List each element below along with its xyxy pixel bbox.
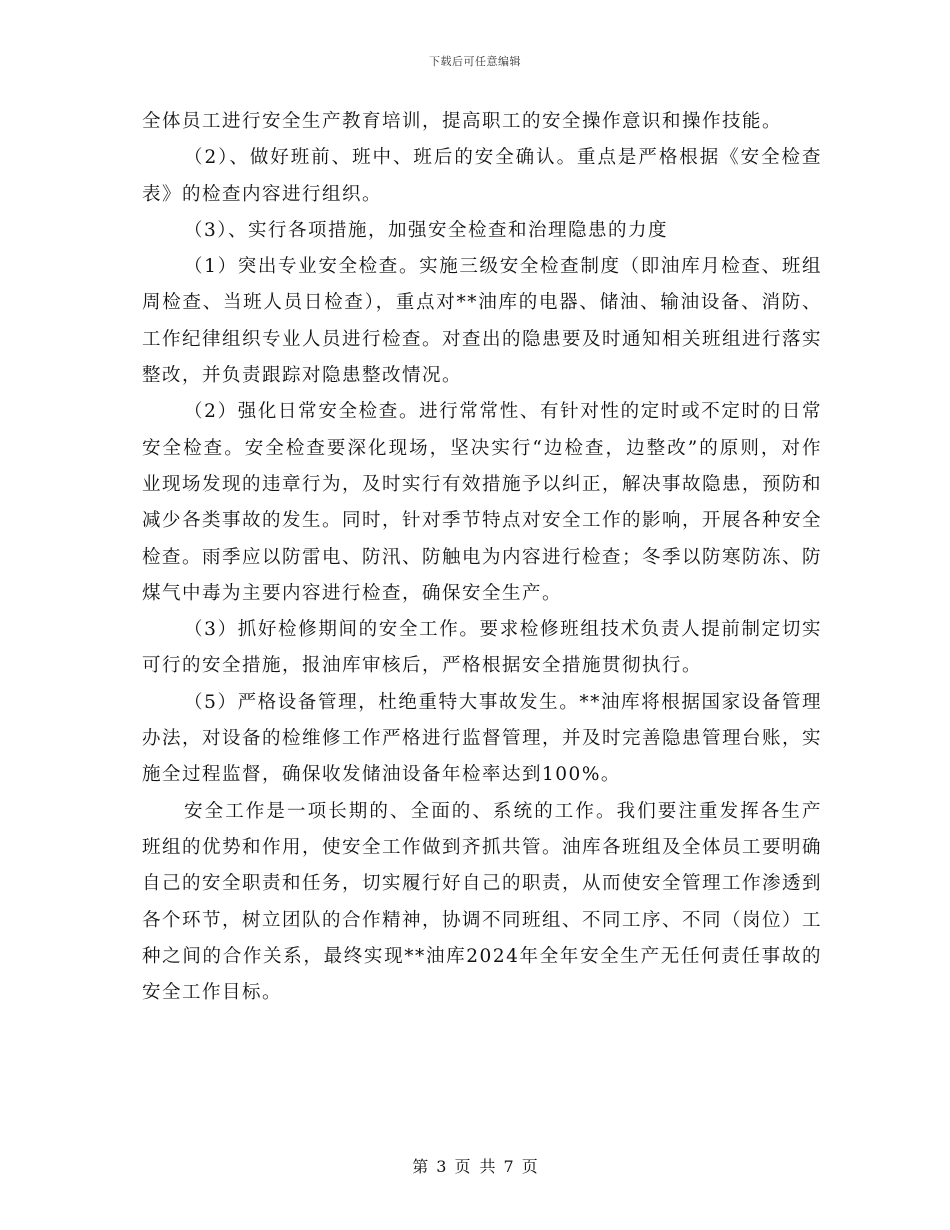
- paragraph-3: （3）、实行各项措施，加强安全检查和治理隐患的力度: [184, 219, 669, 241]
- page-footer: [0, 1154, 950, 1177]
- current-page-number: 3: [436, 1157, 447, 1176]
- paragraph-8: 安全工作是一项长期的、全面的、系统的工作。我们要注重发挥各生产班组的优势和作用，使安全工作做到齐抓共管。油库各班组及全体员工要明确自己的安全职责和任务，切实履行好自己的职责，从而使安全管理工作渗透到各个环节，树立团队的合作精神，协调不同班组、不同工序、不同（岗位）工种之间的合作关系，最终实现**油库2024年全年安全生产无任何责任事故的安全工作目标。: [142, 800, 823, 1004]
- footer-middle: 页 共: [454, 1157, 496, 1176]
- paragraph-1: 全体员工进行安全生产教育培训，提高职工的安全操作意识和操作技能。: [142, 111, 783, 132]
- footer-prefix: 第: [412, 1157, 429, 1176]
- total-page-count: 7: [503, 1157, 514, 1176]
- document-body: [142, 104, 822, 1011]
- footer-suffix: 页: [521, 1157, 538, 1176]
- paragraph-5: （2）强化日常安全检查。进行常常性、有针对性的定时或不定时的日常安全检查。安全检查要深化现场，坚决实行“边检查，边整改”的原则，对作业现场发现的违章行为，及时实行有效措施予以纠正，解决事故隐患，预防和减少各类事故的发生。同时，针对季节特点对安全工作的影响，开展各种安全检查。雨季应以防雷电、防汛、防触电为内容进行检查；冬季以防寒防冻、防煤气中毒为主要内容进行检查，确保安全生产。: [142, 401, 823, 604]
- paragraph-2: （2）、做好班前、班中、班后的安全确认。重点是严格根据《安全检查表》的检查内容进行组织。: [142, 147, 822, 205]
- page-header: 下载后可任意编辑: [429, 55, 521, 68]
- paragraph-4: （1）突出专业安全检查。实施三级安全检查制度（即油库月检查、班组周检查、当班人员日检查），重点对**油库的电器、储油、输油设备、消防、工作纪律组织专业人员进行检查。对查出的隐患要及时通知相关班组进行落实整改，并负责跟踪对隐患整改情况。: [142, 256, 823, 387]
- paragraph-7: （5）严格设备管理，杜绝重特大事故发生。**油库将根据国家设备管理办法，对设备的检维修工作严格进行监督管理，并及时完善隐患管理台账，实施全过程监督，确保收发储油设备年检率达到100%。: [142, 691, 823, 786]
- paragraph-6: （3）抓好检修期间的安全工作。要求检修班组技术负责人提前制定切实可行的安全措施，报油库审核后，严格根据安全措施贯彻执行。: [142, 619, 822, 677]
